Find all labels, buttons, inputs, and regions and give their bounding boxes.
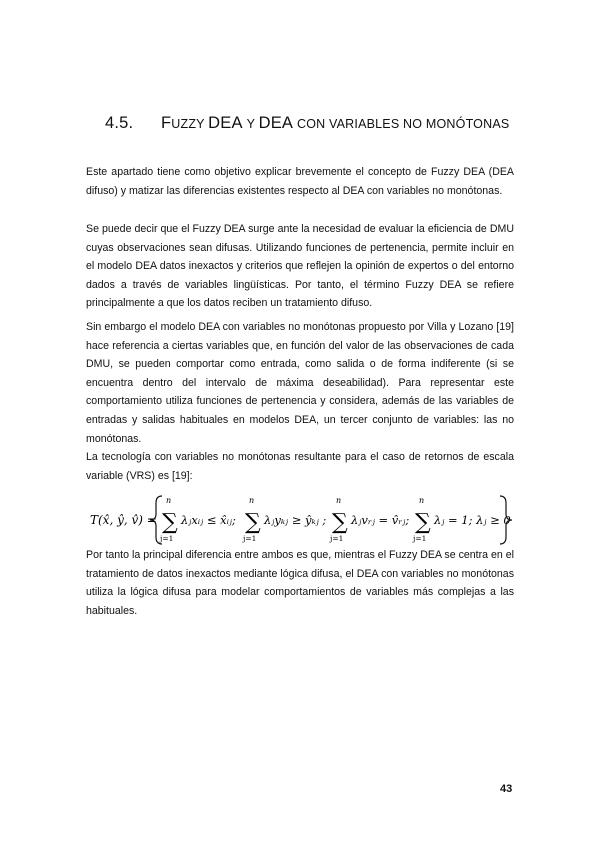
- formula-term-convexity: λⱼ = 1; λⱼ ≥ 0: [434, 513, 511, 527]
- paragraph-conclusion: Por tanto la principal diferencia entre ambos es que, mientras el Fuzzy DEA se centra en el tratamiento de datos inexactos mediante lógica difusa, el DEA con variables no monótonas utiliza la lógica difusa para modelar comportamientos de variables más complejas a las habituales.: [86, 549, 514, 617]
- vrs-technology-formula: [86, 494, 514, 546]
- title-part: DEA: [208, 114, 247, 132]
- sum-lower: j=1: [413, 534, 427, 543]
- sum-upper: n: [336, 496, 342, 505]
- formula-term-nonmonotone: λⱼvᵣⱼ = v̂ᵣⱼ;: [351, 513, 410, 527]
- sum-sign: ∑: [245, 510, 261, 535]
- formula-lhs: T(x̂, ŷ, v̂) =: [90, 513, 157, 527]
- title-part: F: [161, 114, 172, 132]
- paragraph-non-monotone: Sin embargo el modelo DEA con variables no monótonas propuesto por Villa y Lozano [19] hace referencia a ciertas variables que, en función del valor de las observaciones de cada DMU, se pueden comportar como entrada, como salida o de forma indiferente (si se encuentra dentro del intervalo de máxima deseabilidad). Para representar este comportamiento utiliza funciones de pertenencia y considera, además de las variables de entradas y salidas habituales en modelos DEA, un tercer conjunto de variables: las no monótonas.: [86, 321, 514, 445]
- sum-upper: n: [249, 496, 255, 505]
- sum-lower: j=1: [243, 534, 257, 543]
- title-part: CON VARIABLES NO MONÓTONAS: [296, 117, 510, 131]
- formula-term-output: λⱼyₖⱼ ≥ ŷₖⱼ ;: [264, 513, 327, 527]
- section-title: [161, 114, 509, 132]
- section-number: 4.5.: [105, 114, 134, 132]
- paragraph-fuzzy-dea: Se puede decir que el Fuzzy DEA surge ante la necesidad de evaluar la eficiencia de DMU cuyas observaciones sean difusas. Utilizando funciones de pertenencia, permite incluir en el modelo DEA datos inexactos y criterios que reflejen la opinión de expertos o del entorno dados a través de variables lingüísticas. Por tanto, el término Fuzzy DEA se refiere principalmente a que los datos reciben un tratamiento difuso.: [86, 223, 514, 310]
- title-part: Y: [246, 117, 259, 131]
- title-part: DEA: [258, 114, 297, 132]
- sum-sign: ∑: [162, 510, 178, 535]
- paragraph-intro: Este apartado tiene como objetivo explicar brevemente el concepto de Fuzzy DEA (DEA difuso) y matizar las diferencias existentes respecto al DEA con variables no monótonas.: [86, 166, 514, 197]
- sum-sign: ∑: [332, 510, 348, 535]
- sum-lower: j=1: [160, 534, 174, 543]
- section-heading: [105, 114, 525, 133]
- sum-lower: j=1: [330, 534, 344, 543]
- paragraph-vrs-technology: La tecnología con variables no monótonas resultante para el caso de retornos de escala variable (VRS) es [19]:: [86, 451, 514, 482]
- title-part: UZZY: [171, 117, 209, 131]
- formula-term-input: λⱼxᵢⱼ ≤ x̂ᵢⱼ;: [181, 513, 236, 527]
- sum-upper: n: [419, 496, 425, 505]
- sum-sign: ∑: [415, 510, 431, 535]
- page-number: 43: [500, 783, 513, 795]
- sum-upper: n: [166, 496, 172, 505]
